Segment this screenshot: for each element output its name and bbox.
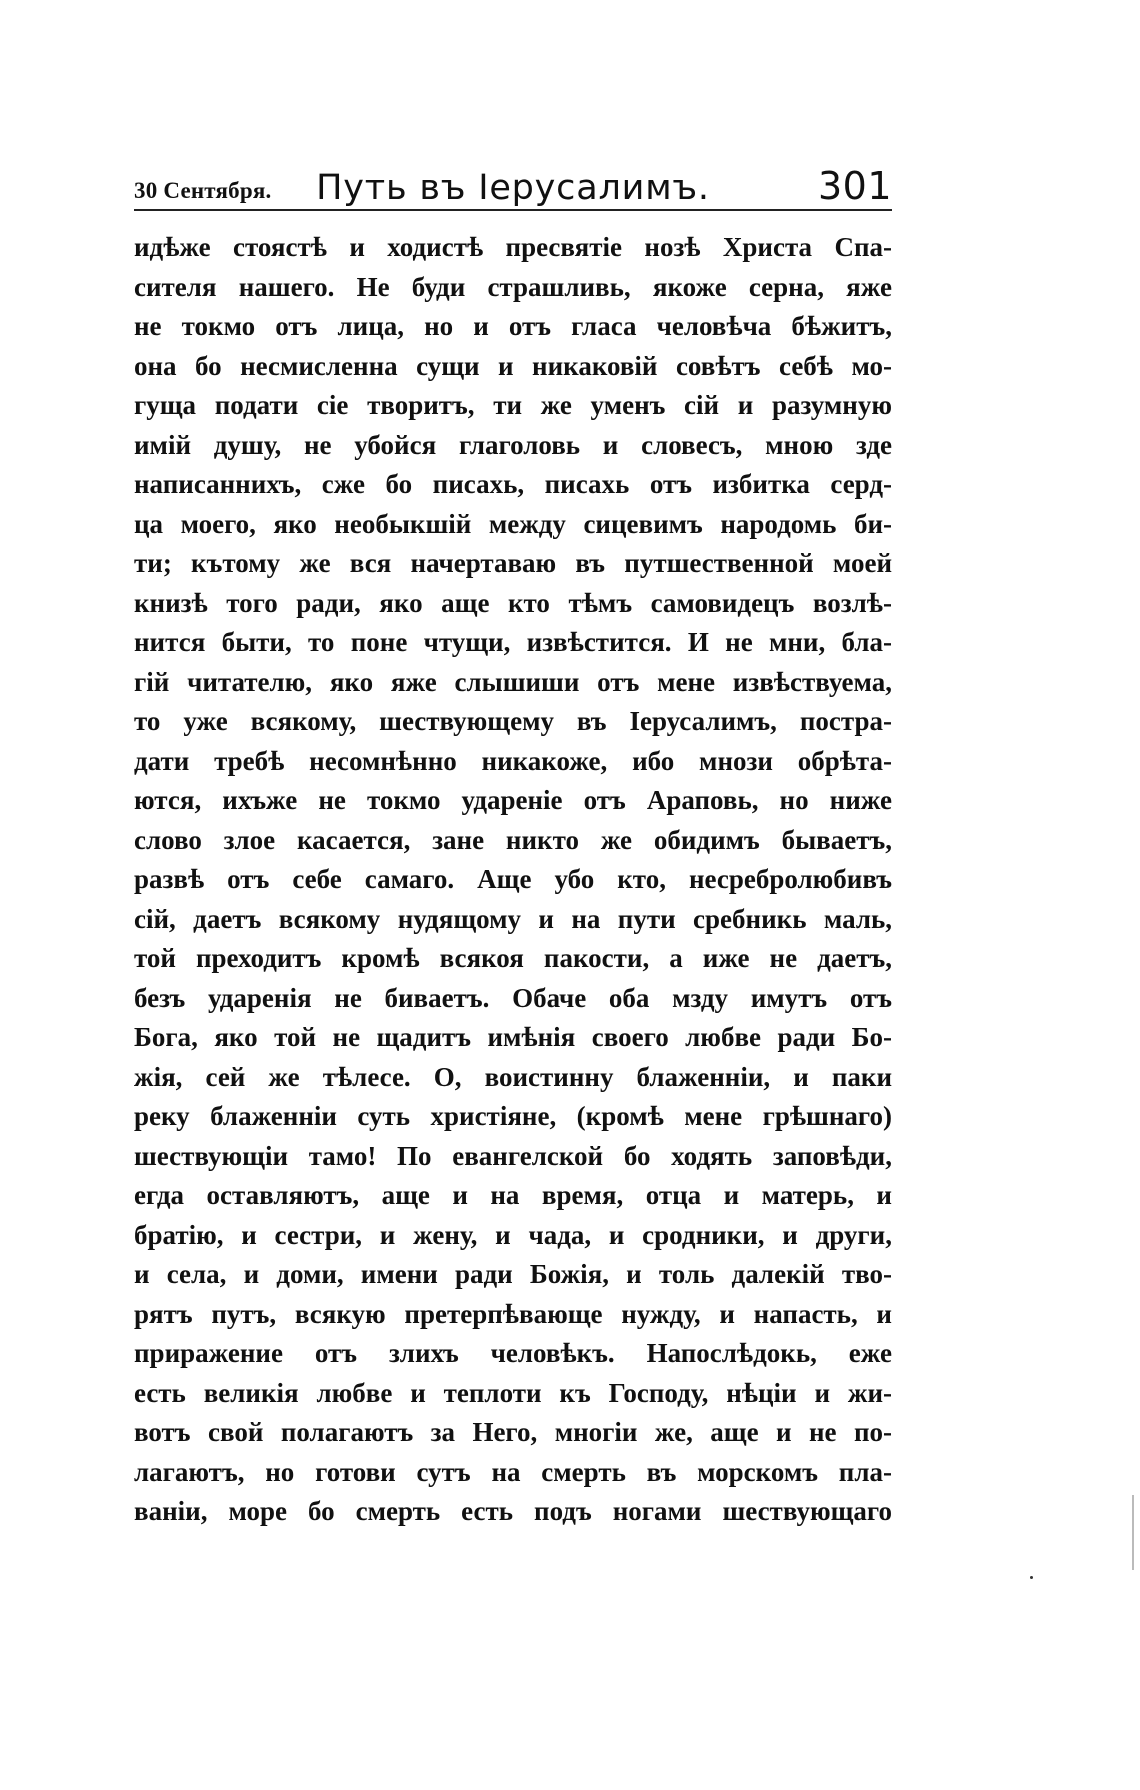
text-line: той преходитъ кромѣ всякоя пакости, а иже не даетъ, (134, 943, 892, 973)
text-line: лагаютъ, но готови сутъ на смерть въ морскомъ пла- (134, 1456, 892, 1487)
text-line: егда оставляютъ, аще и на время, отца и матерь, и (134, 1180, 892, 1210)
text-line: рятъ путъ, всякую претерпѣвающе нужду, и напасть, и (134, 1298, 892, 1329)
text-line: сій, даетъ всякому нудящому и на пути сребникь маль, (134, 903, 892, 934)
text-line: сителя нашего. Не буди страшливь, якоже серна, яже (134, 271, 892, 302)
text-line: ются, ихъже не токмо удареніе отъ Араповь, но ниже (134, 785, 892, 815)
text-line: ваніи, море бо смерть есть подъ ногами шествующаго (134, 1496, 892, 1526)
text-line: Бога, яко той не щадитъ имѣнія своего любве ради Бо- (134, 1022, 892, 1052)
text-line: она бо несмисленна сущи и никаковій совѣтъ себѣ мо- (134, 350, 892, 381)
text-line: безъ ударенія не биваетъ. Обаче оба мзду имутъ отъ (134, 982, 892, 1013)
text-line: шествующіи тамо! По евангелской бо ходять заповѣди, (134, 1140, 892, 1171)
running-header (134, 162, 892, 212)
text-line: идѣже стоястѣ и ходистѣ пресвятіе нозѣ Христа Спа- (134, 232, 892, 262)
header-title: Путь въ Іерусалимъ. (316, 168, 710, 208)
text-line: не токмо отъ лица, но и отъ гласа человѣча бѣжитъ, (134, 311, 892, 341)
text-line: гуща подати сіе творитъ, ти же уменъ сій и разумную (134, 390, 892, 420)
text-line: дати требѣ несомнѣнно никакоже, ибо мнози обрѣта- (134, 745, 892, 776)
text-line: написаннихъ, сже бо писахь, писахь отъ избитка серд- (134, 469, 892, 499)
text-line: жія, сей же тѣлесе. О, воистинну блаженніи, и паки (134, 1061, 892, 1092)
text-line: вотъ свой полагаютъ за Него, многіи же, аще и не по- (134, 1417, 892, 1447)
scan-edge-mark (1132, 1495, 1134, 1570)
text-line: братію, и сестри, и жену, и чада, и сродники, и други, (134, 1219, 892, 1250)
text-line: ца моего, яко необыкшій между сицевимъ народомь би- (134, 508, 892, 539)
text-line: реку блаженніи суть христіяне, (кромѣ мене грѣшнаго) (134, 1101, 892, 1131)
page-number: 301 (817, 164, 892, 208)
text-line: нится быти, то поне чтущи, извѣстится. И не мни, бла- (134, 627, 892, 657)
text-line: имій душу, не убойся глаголовь и словесъ, мною зде (134, 429, 892, 460)
text-line: ти; кътому же вся начертаваю въ путшественной моей (134, 548, 892, 578)
text-line: есть великія любве и теплоти къ Господу, нѣціи и жи- (134, 1377, 892, 1408)
text-line: слово злое касается, зане никто же обидимъ бываетъ, (134, 824, 892, 855)
text-line: и села, и доми, имени ради Божія, и толь далекій тво- (134, 1259, 892, 1289)
text-line: приражение отъ злихъ человѣкъ. Напослѣдокь, еже (134, 1338, 892, 1368)
body-text (134, 228, 892, 1532)
text-line: развѣ отъ себе самаго. Аще убо кто, несребролюбивъ (134, 864, 892, 894)
text-line: то уже всякому, шествующему въ Іерусалимъ, постра- (134, 706, 892, 736)
header-rule (134, 209, 892, 211)
text-line: книзѣ того ради, яко аще кто тѣмъ самовидецъ возлѣ- (134, 587, 892, 618)
ink-speck (1030, 1576, 1033, 1579)
header-date: 30 Сентября. (134, 178, 272, 203)
text-line: гій читателю, яко яже слышиши отъ мене извѣствуема, (134, 666, 892, 697)
